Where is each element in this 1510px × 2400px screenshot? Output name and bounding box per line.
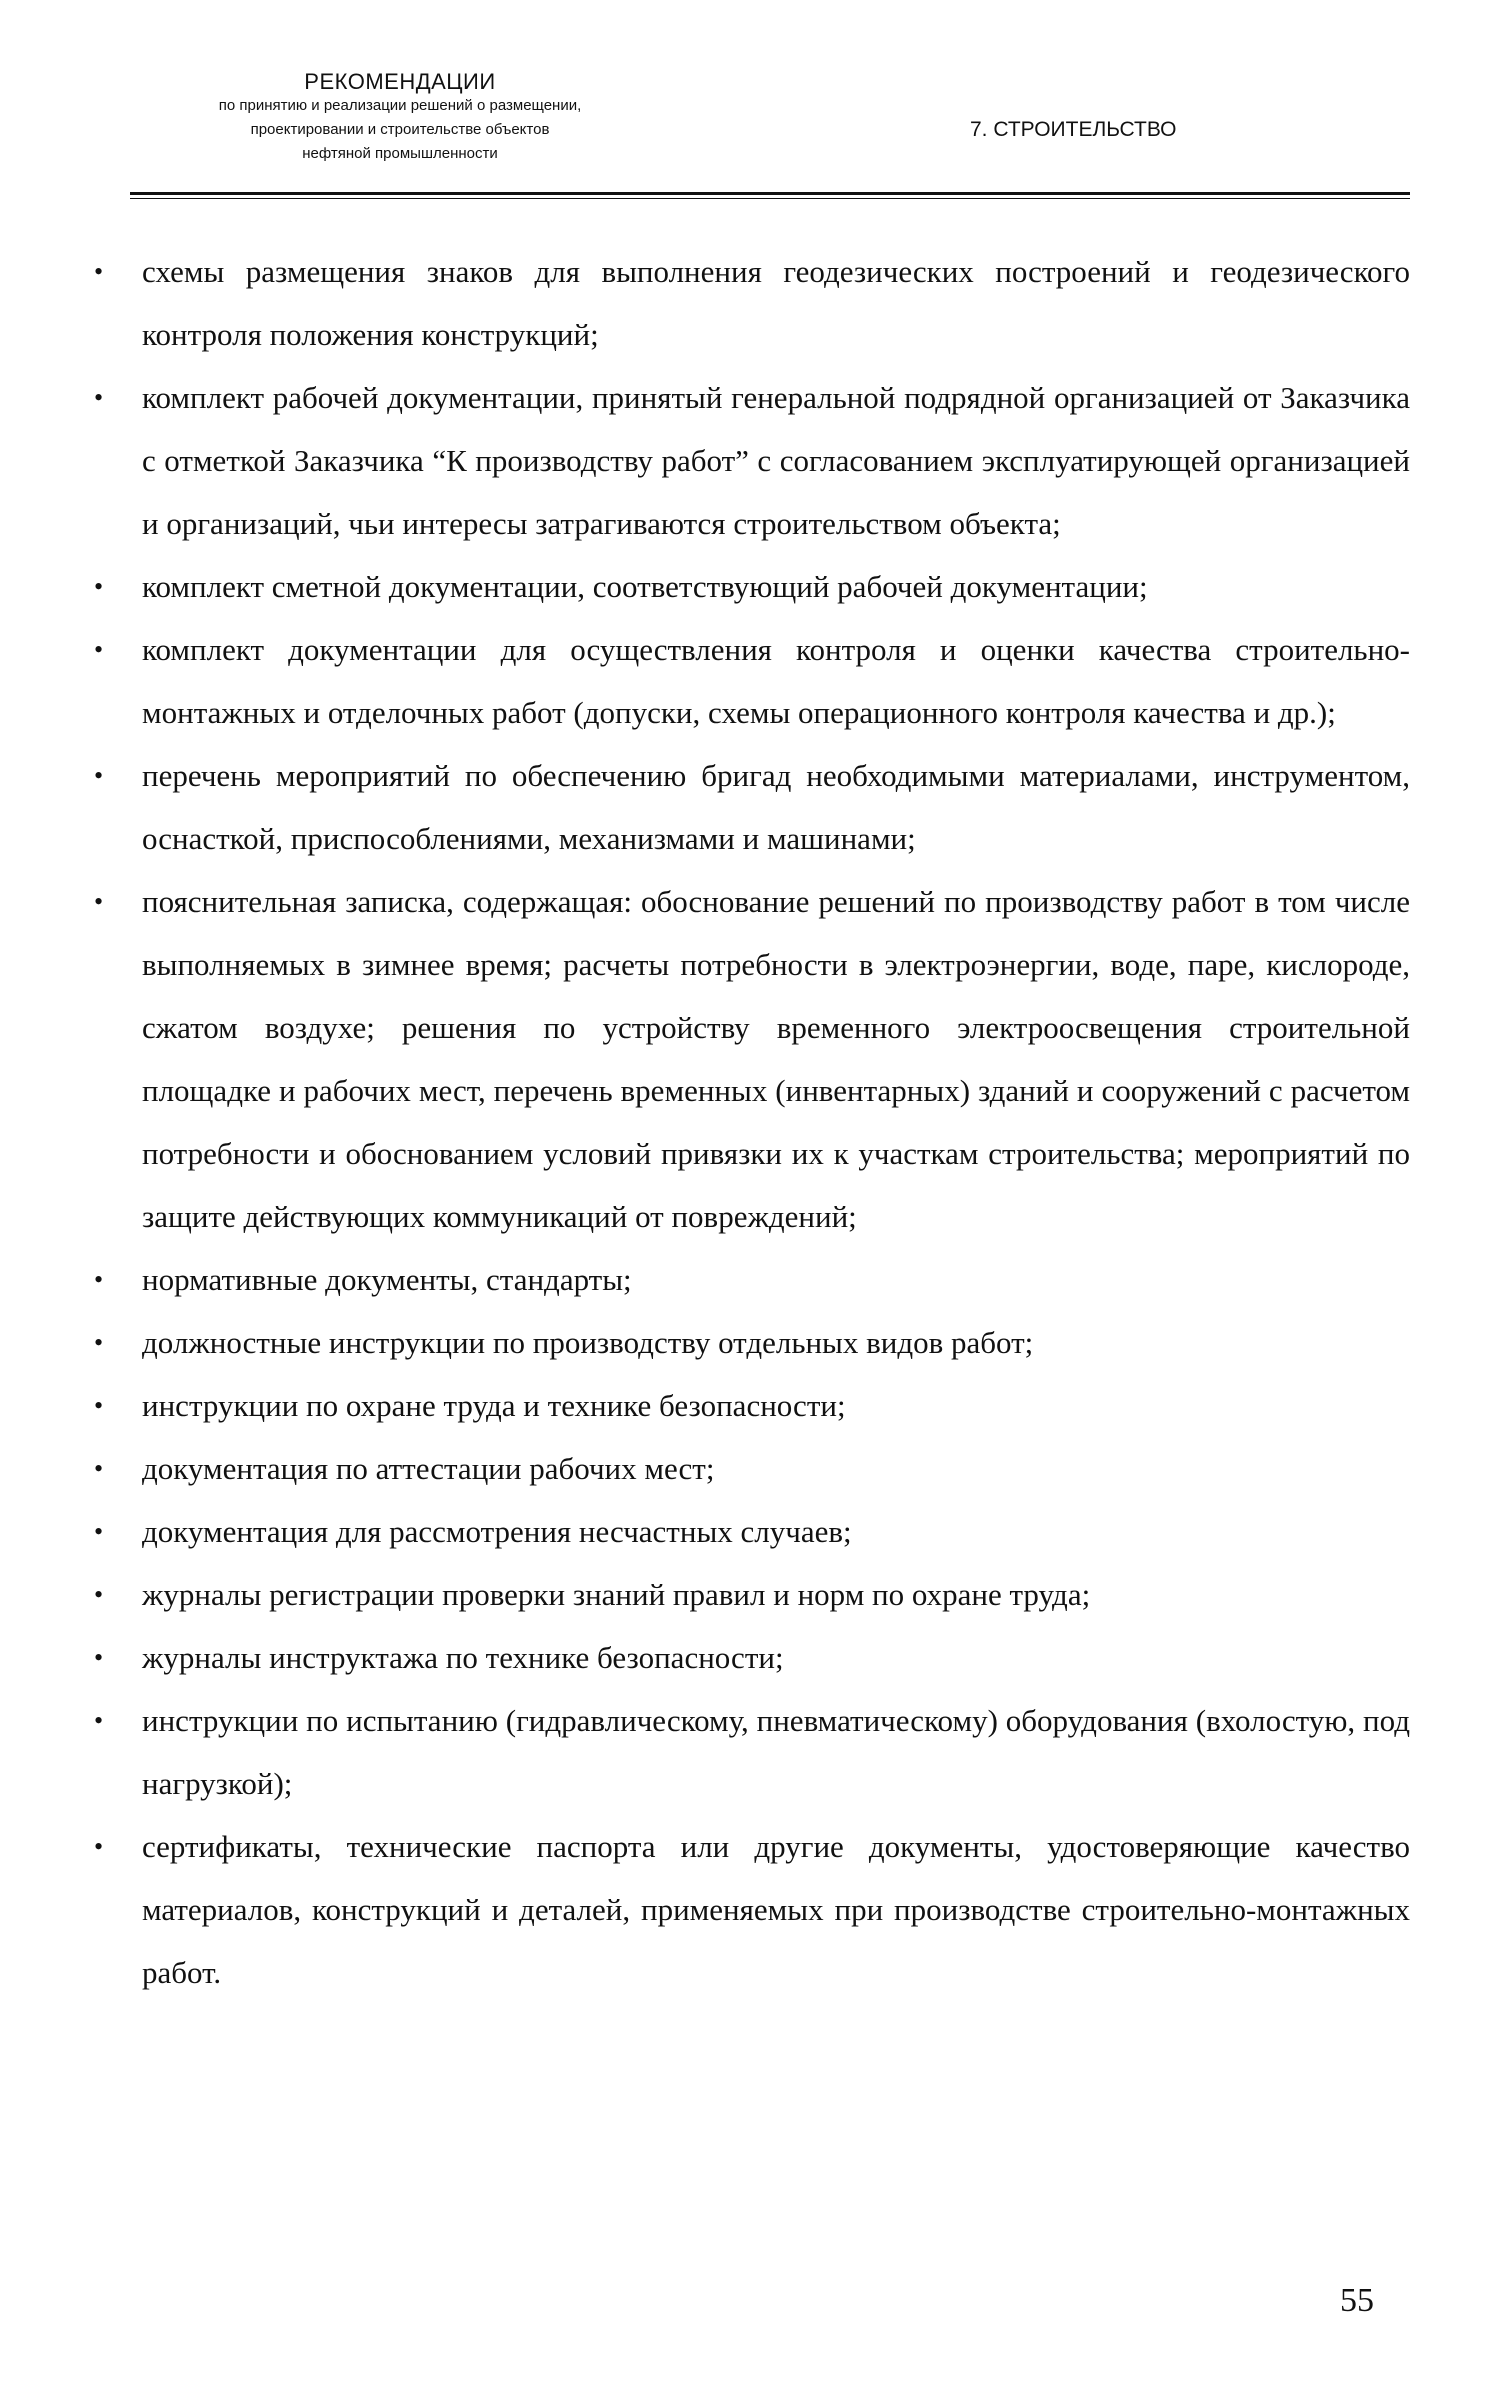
header-divider-thin (130, 198, 1410, 199)
list-item (90, 1311, 1410, 1374)
list-item (90, 1815, 1410, 2004)
list-item (90, 1374, 1410, 1437)
list-item (90, 1626, 1410, 1689)
bullet-icon: • (94, 1643, 104, 1672)
page-body (90, 240, 1410, 2004)
header-section-title: 7. СТРОИТЕЛЬСТВО (970, 118, 1177, 141)
bullet-icon: • (94, 572, 104, 601)
list-item-text: комплект документации для осуществления контроля и оценки качества строительно-монтажных и отделочных работ (допуски, схемы операционного контроля качества и др.); (142, 632, 1410, 730)
bullet-icon: • (94, 1328, 104, 1357)
list-item-text: комплект рабочей документации, принятый генеральной подрядной организацией от Заказчика с отметкой Заказчика “К производству работ” с согласованием эксплуатирующей организацией и организаций, чьи интересы затрагиваются строительством объекта; (142, 380, 1410, 541)
bullet-icon: • (94, 1706, 104, 1735)
list-item-text: документация для рассмотрения несчастных случаев; (142, 1514, 852, 1549)
header-document-title (130, 70, 670, 166)
list-item (90, 555, 1410, 618)
bullet-icon: • (94, 383, 104, 412)
bullet-icon: • (94, 635, 104, 664)
document-list (90, 240, 1410, 2004)
list-item (90, 240, 1410, 366)
list-item (90, 1248, 1410, 1311)
list-item-text: документация по аттестации рабочих мест; (142, 1451, 715, 1486)
list-item-text: комплект сметной документации, соответствующий рабочей документации; (142, 569, 1148, 604)
list-item (90, 1500, 1410, 1563)
list-item-text: схемы размещения знаков для выполнения геодезических построений и геодезического контроля положения конструкций; (142, 254, 1410, 352)
bullet-icon: • (94, 1580, 104, 1609)
list-item-text: инструкции по испытанию (гидравлическому, пневматическому) оборудования (вхолостую, под нагрузкой); (142, 1703, 1410, 1801)
list-item-text: журналы регистрации проверки знаний правил и норм по охране труда; (142, 1577, 1091, 1612)
header-title: РЕКОМЕНДАЦИИ (304, 69, 496, 94)
header-subtitle-line-2: проектировании и строительстве объектов (250, 121, 550, 138)
header-subtitle-line-1: по принятию и реализации решений о размещении, (218, 97, 582, 114)
bullet-icon: • (94, 1517, 104, 1546)
bullet-icon: • (94, 1265, 104, 1294)
list-item (90, 1563, 1410, 1626)
header-divider (130, 192, 1410, 195)
list-item-text: журналы инструктажа по технике безопасности; (142, 1640, 784, 1675)
list-item (90, 618, 1410, 744)
header-subtitle-line-3: нефтяной промышленности (302, 145, 498, 162)
list-item-text: пояснительная записка, содержащая: обоснование решений по производству работ в том числе выполняемых в зимнее время; расчеты потребности в электроэнергии, воде, паре, кислороде, сжатом воздухе; решения по устройству временного электроосвещения строительной площадке и рабочих мест, перечень временных (инвентарных) зданий и сооружений с расчетом потребности и обоснованием условий привязки их к участкам строительства; мероприятий по защите действующих коммуникаций от повреждений; (142, 884, 1410, 1234)
list-item (90, 1689, 1410, 1815)
bullet-icon: • (94, 761, 104, 790)
bullet-icon: • (94, 1454, 104, 1483)
bullet-icon: • (94, 1391, 104, 1420)
list-item-text: сертификаты, технические паспорта или другие документы, удостоверяющие качество материалов, конструкций и деталей, применяемых при производстве строительно-монтажных работ. (142, 1829, 1410, 1990)
list-item (90, 870, 1410, 1248)
bullet-icon: • (94, 257, 104, 286)
page-header (130, 70, 1410, 190)
bullet-icon: • (94, 887, 104, 916)
bullet-icon: • (94, 1832, 104, 1861)
list-item (90, 744, 1410, 870)
list-item-text: нормативные документы, стандарты; (142, 1262, 632, 1297)
list-item-text: перечень мероприятий по обеспечению бригад необходимыми материалами, инструментом, оснасткой, приспособлениями, механизмами и машинами; (142, 758, 1410, 856)
list-item (90, 1437, 1410, 1500)
list-item-text: должностные инструкции по производству отдельных видов работ; (142, 1325, 1034, 1360)
list-item-text: инструкции по охране труда и технике безопасности; (142, 1388, 846, 1423)
list-item (90, 366, 1410, 555)
page-number: 55 (1340, 2282, 1374, 2319)
